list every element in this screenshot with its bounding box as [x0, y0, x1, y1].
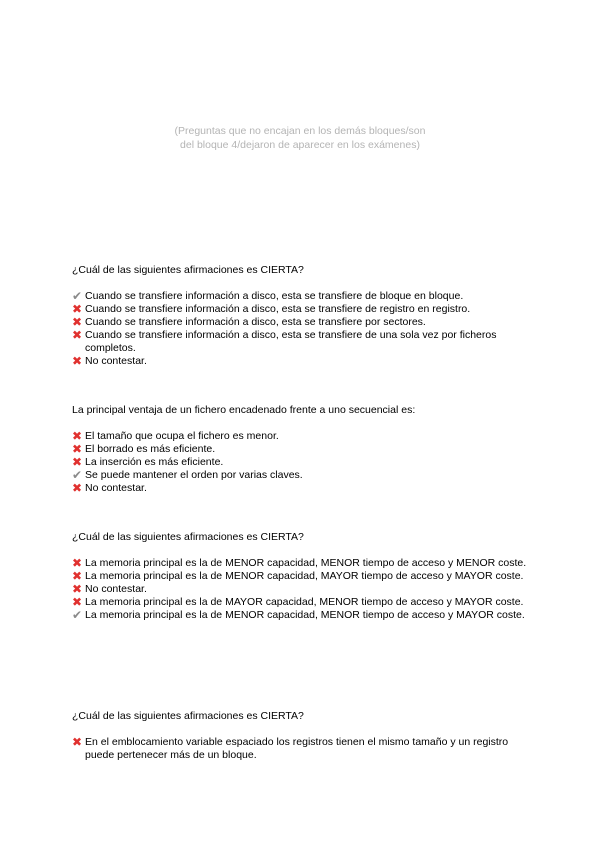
answer-option — [72, 443, 532, 456]
check-mark-icon: ✔ — [72, 289, 83, 303]
answer-option — [72, 557, 532, 570]
cross-mark-icon: ✖ — [72, 595, 83, 609]
cross-mark-icon: ✖ — [72, 735, 83, 749]
answer-text: Cuando se transfiere información a disco, esta se transfiere de bloque en bloque. — [85, 290, 464, 302]
question-title: ¿Cuál de las siguientes afirmaciones es CIERTA? — [72, 531, 304, 543]
question-title: ¿Cuál de las siguientes afirmaciones es CIERTA? — [72, 264, 304, 276]
answer-text: No contestar. — [85, 355, 147, 367]
answer-text: La inserción es más eficiente. — [85, 456, 224, 468]
answer-text: Cuando se transfiere información a disco, esta se transfiere de una sola vez por ficheros completos. — [85, 329, 497, 354]
question-block — [72, 710, 532, 762]
cross-mark-icon: ✖ — [72, 556, 83, 570]
answer-text: No contestar. — [85, 482, 147, 494]
note-line-1: (Preguntas que no encajan en los demás bloques/son — [174, 125, 426, 137]
answer-option — [72, 570, 532, 583]
answer-option — [72, 329, 532, 355]
answer-text: Cuando se transfiere información a disco, esta se transfiere por sectores. — [85, 316, 426, 328]
answer-option — [72, 736, 532, 762]
check-mark-icon: ✔ — [72, 468, 83, 482]
answer-text: El tamaño que ocupa el fichero es menor. — [85, 430, 279, 442]
answer-text: La memoria principal es la de MENOR capacidad, MAYOR tiempo de acceso y MAYOR coste. — [85, 570, 524, 582]
answer-option — [72, 583, 532, 596]
answer-option — [72, 430, 532, 443]
answer-option — [72, 303, 532, 316]
answer-option — [72, 609, 532, 622]
answer-option — [72, 469, 532, 482]
answer-option — [72, 482, 532, 495]
answer-text: En el emblocamiento variable espaciado los registros tienen el mismo tamaño y un registro puede pertenecer más de un bloque. — [85, 736, 509, 761]
answer-text: El borrado es más eficiente. — [85, 443, 216, 455]
section-note — [0, 124, 600, 152]
cross-mark-icon: ✖ — [72, 429, 83, 443]
cross-mark-icon: ✖ — [72, 328, 83, 342]
answer-text: La memoria principal es la de MENOR capacidad, MENOR tiempo de acceso y MENOR coste. — [85, 557, 527, 569]
note-line-2: del bloque 4/dejaron de aparecer en los exámenes) — [180, 139, 420, 151]
answer-text: Se puede mantener el orden por varias claves. — [85, 469, 303, 481]
cross-mark-icon: ✖ — [72, 569, 83, 583]
cross-mark-icon: ✖ — [72, 302, 83, 316]
answer-text: La memoria principal es la de MENOR capacidad, MENOR tiempo de acceso y MAYOR coste. — [85, 609, 525, 621]
question-block — [72, 404, 532, 495]
cross-mark-icon: ✖ — [72, 442, 83, 456]
answer-option — [72, 316, 532, 329]
cross-mark-icon: ✖ — [72, 354, 83, 368]
answer-text: No contestar. — [85, 583, 147, 595]
answer-option — [72, 290, 532, 303]
question-block — [72, 264, 532, 368]
cross-mark-icon: ✖ — [72, 455, 83, 469]
answer-text: Cuando se transfiere información a disco, esta se transfiere de registro en registro. — [85, 303, 471, 315]
question-title: La principal ventaja de un fichero encadenado frente a uno secuencial es: — [72, 404, 416, 416]
answer-option — [72, 596, 532, 609]
answer-option — [72, 355, 532, 368]
cross-mark-icon: ✖ — [72, 315, 83, 329]
cross-mark-icon: ✖ — [72, 582, 83, 596]
check-mark-icon: ✔ — [72, 608, 83, 622]
question-block — [72, 531, 532, 622]
cross-mark-icon: ✖ — [72, 481, 83, 495]
answer-option — [72, 456, 532, 469]
question-title: ¿Cuál de las siguientes afirmaciones es CIERTA? — [72, 710, 304, 722]
answer-text: La memoria principal es la de MAYOR capacidad, MENOR tiempo de acceso y MAYOR coste. — [85, 596, 524, 608]
